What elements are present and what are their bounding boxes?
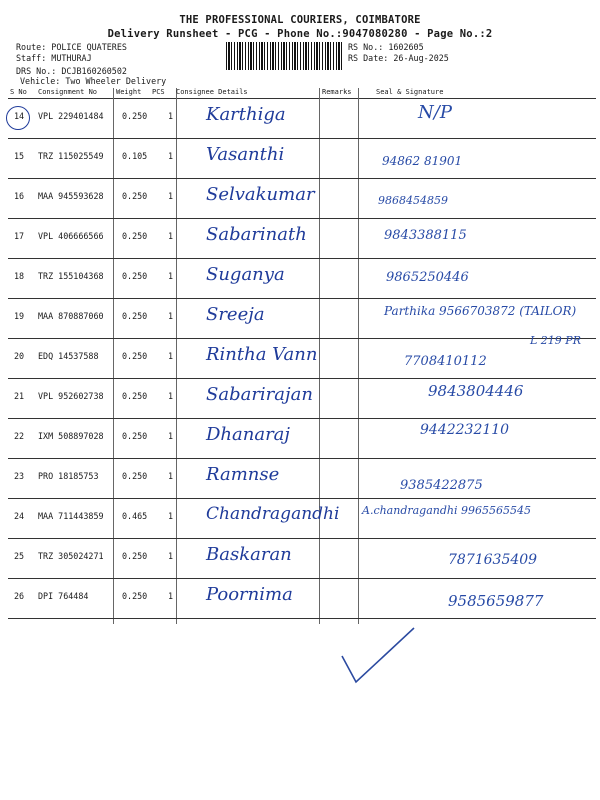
checkmark-icon — [338, 626, 418, 686]
row-sno: 19 — [14, 311, 25, 321]
row-consignee: Vasanthi — [206, 144, 285, 165]
row-consignee: Baskaran — [206, 544, 292, 565]
col-signature: Seal & Signature — [376, 88, 444, 96]
row-signature: Parthika 9566703872 (TAILOR) — [384, 304, 577, 318]
row-consignment: MAA 870887060 — [38, 311, 104, 321]
row-weight: 0.250 — [122, 191, 148, 201]
row-weight: 0.250 — [122, 111, 148, 121]
row-consignee: Selvakumar — [206, 184, 315, 205]
row-sno: 16 — [14, 191, 25, 201]
row-consignee: Sabarinath — [206, 224, 307, 245]
row-sno: 20 — [14, 351, 25, 361]
row-pcs: 1 — [168, 591, 174, 601]
table-row — [8, 298, 596, 338]
row-sno: 22 — [14, 431, 25, 441]
table-row — [8, 578, 596, 618]
row-consignment: DPI 764484 — [38, 591, 89, 601]
row-consignment: MAA 711443859 — [38, 511, 104, 521]
row-signature: 9868454859 — [378, 194, 448, 207]
row-weight: 0.250 — [122, 311, 148, 321]
row-consignment: EDQ 14537588 — [38, 351, 99, 361]
row-consignee: Sabarirajan — [206, 384, 313, 405]
table-row — [8, 538, 596, 578]
rs-date: RS Date: 26-Aug-2025 — [348, 53, 449, 63]
col-pcs: PCS — [152, 88, 165, 96]
row-pcs: 1 — [168, 311, 174, 321]
row-signature: A.chandragandhi 9965565545 — [362, 504, 531, 517]
table-row — [8, 218, 596, 258]
row-pcs: 1 — [168, 431, 174, 441]
row-signature: 9865250446 — [386, 270, 469, 285]
row-signature: N/P — [418, 102, 452, 123]
row-consignee: Karthiga — [206, 104, 286, 125]
col-sno: S No — [10, 88, 27, 96]
table-row — [8, 378, 596, 418]
row-signature: 7708410112 — [404, 354, 487, 369]
row-pcs: 1 — [168, 391, 174, 401]
row-pcs: 1 — [168, 511, 174, 521]
row-consignment: IXM 508897028 — [38, 431, 104, 441]
table-row — [8, 138, 596, 178]
col-consignee: Consignee Details — [176, 88, 248, 96]
row-pcs: 1 — [168, 151, 174, 161]
row-signature: 7871635409 — [448, 552, 538, 568]
table-row — [8, 498, 596, 538]
route-label: Route: POLICE QUATERES — [16, 42, 127, 52]
row-consignee: Suganya — [206, 264, 285, 285]
row-pcs: 1 — [168, 191, 174, 201]
row-signature: 9843388115 — [384, 228, 467, 243]
row-weight: 0.250 — [122, 231, 148, 241]
rs-number: RS No.: 1602605 — [348, 42, 424, 52]
row-consignment: MAA 945593628 — [38, 191, 104, 201]
row-sno: 21 — [14, 391, 25, 401]
row-signature: 94862 81901 — [382, 154, 463, 168]
row-consignee: Dhanaraj — [206, 424, 290, 445]
row-consignment: PRO 18185753 — [38, 471, 99, 481]
row-pcs: 1 — [168, 271, 174, 281]
row-signature: 9385422875 — [400, 478, 483, 493]
table-row — [8, 334, 596, 378]
vehicle-label: Vehicle: Two Wheeler Delivery — [20, 76, 167, 86]
row-consignment: VPL 229401484 — [38, 111, 104, 121]
row-weight: 0.250 — [122, 431, 148, 441]
table-row — [8, 178, 596, 218]
row-consignee: Poornima — [206, 584, 293, 605]
table-row — [8, 418, 596, 458]
row-weight: 0.250 — [122, 471, 148, 481]
row-consignee: Sreeja — [206, 304, 265, 325]
row-weight: 0.250 — [122, 351, 148, 361]
row-consignment: VPL 952602738 — [38, 391, 104, 401]
barcode — [226, 42, 344, 70]
row-signature: 9585659877 — [448, 592, 544, 610]
row-signature: 9442232110 — [420, 422, 510, 438]
row-consignment: TRZ 115025549 — [38, 151, 104, 161]
row-consignment: TRZ 305024271 — [38, 551, 104, 561]
row-sno: 17 — [14, 231, 25, 241]
margin-annotation: L 219 PR — [530, 334, 581, 347]
staff-label: Staff: MUTHURAJ — [16, 53, 92, 63]
row-consignment: VPL 406666566 — [38, 231, 104, 241]
table-row — [8, 98, 596, 138]
row-pcs: 1 — [168, 551, 174, 561]
runsheet-table — [8, 88, 596, 624]
row-sno: 24 — [14, 511, 25, 521]
table-row — [8, 458, 596, 498]
col-weight: Weight — [116, 88, 142, 96]
row-sno: 15 — [14, 151, 25, 161]
company-title: THE PROFESSIONAL COURIERS, COIMBATORE — [179, 14, 421, 26]
row-sno: 14 — [14, 111, 25, 121]
row-weight: 0.250 — [122, 271, 148, 281]
row-weight: 0.250 — [122, 391, 148, 401]
row-pcs: 1 — [168, 351, 174, 361]
row-weight: 0.250 — [122, 591, 148, 601]
row-consignee: Chandragandhi — [206, 504, 340, 524]
runsheet-subtitle: Delivery Runsheet - PCG - Phone No.:9047080280 - Page No.:2 — [107, 28, 493, 40]
row-consignment: TRZ 155104368 — [38, 271, 104, 281]
drs-label: DRS No.: DCJB160260502 — [16, 66, 127, 76]
row-pcs: 1 — [168, 111, 174, 121]
row-weight: 0.105 — [122, 151, 148, 161]
row-sno: 23 — [14, 471, 25, 481]
col-remarks: Remarks — [322, 88, 352, 96]
row-pcs: 1 — [168, 471, 174, 481]
col-consignment: Consignment No — [38, 88, 98, 96]
row-weight: 0.250 — [122, 551, 148, 561]
row-weight: 0.465 — [122, 511, 148, 521]
row-signature: 9843804446 — [428, 382, 524, 400]
row-consignee: Ramnse — [206, 464, 280, 485]
row-sno: 25 — [14, 551, 25, 561]
row-sno: 26 — [14, 591, 25, 601]
table-row — [8, 258, 596, 298]
row-pcs: 1 — [168, 231, 174, 241]
row-sno: 18 — [14, 271, 25, 281]
row-consignee: Rintha Vann — [206, 344, 318, 365]
